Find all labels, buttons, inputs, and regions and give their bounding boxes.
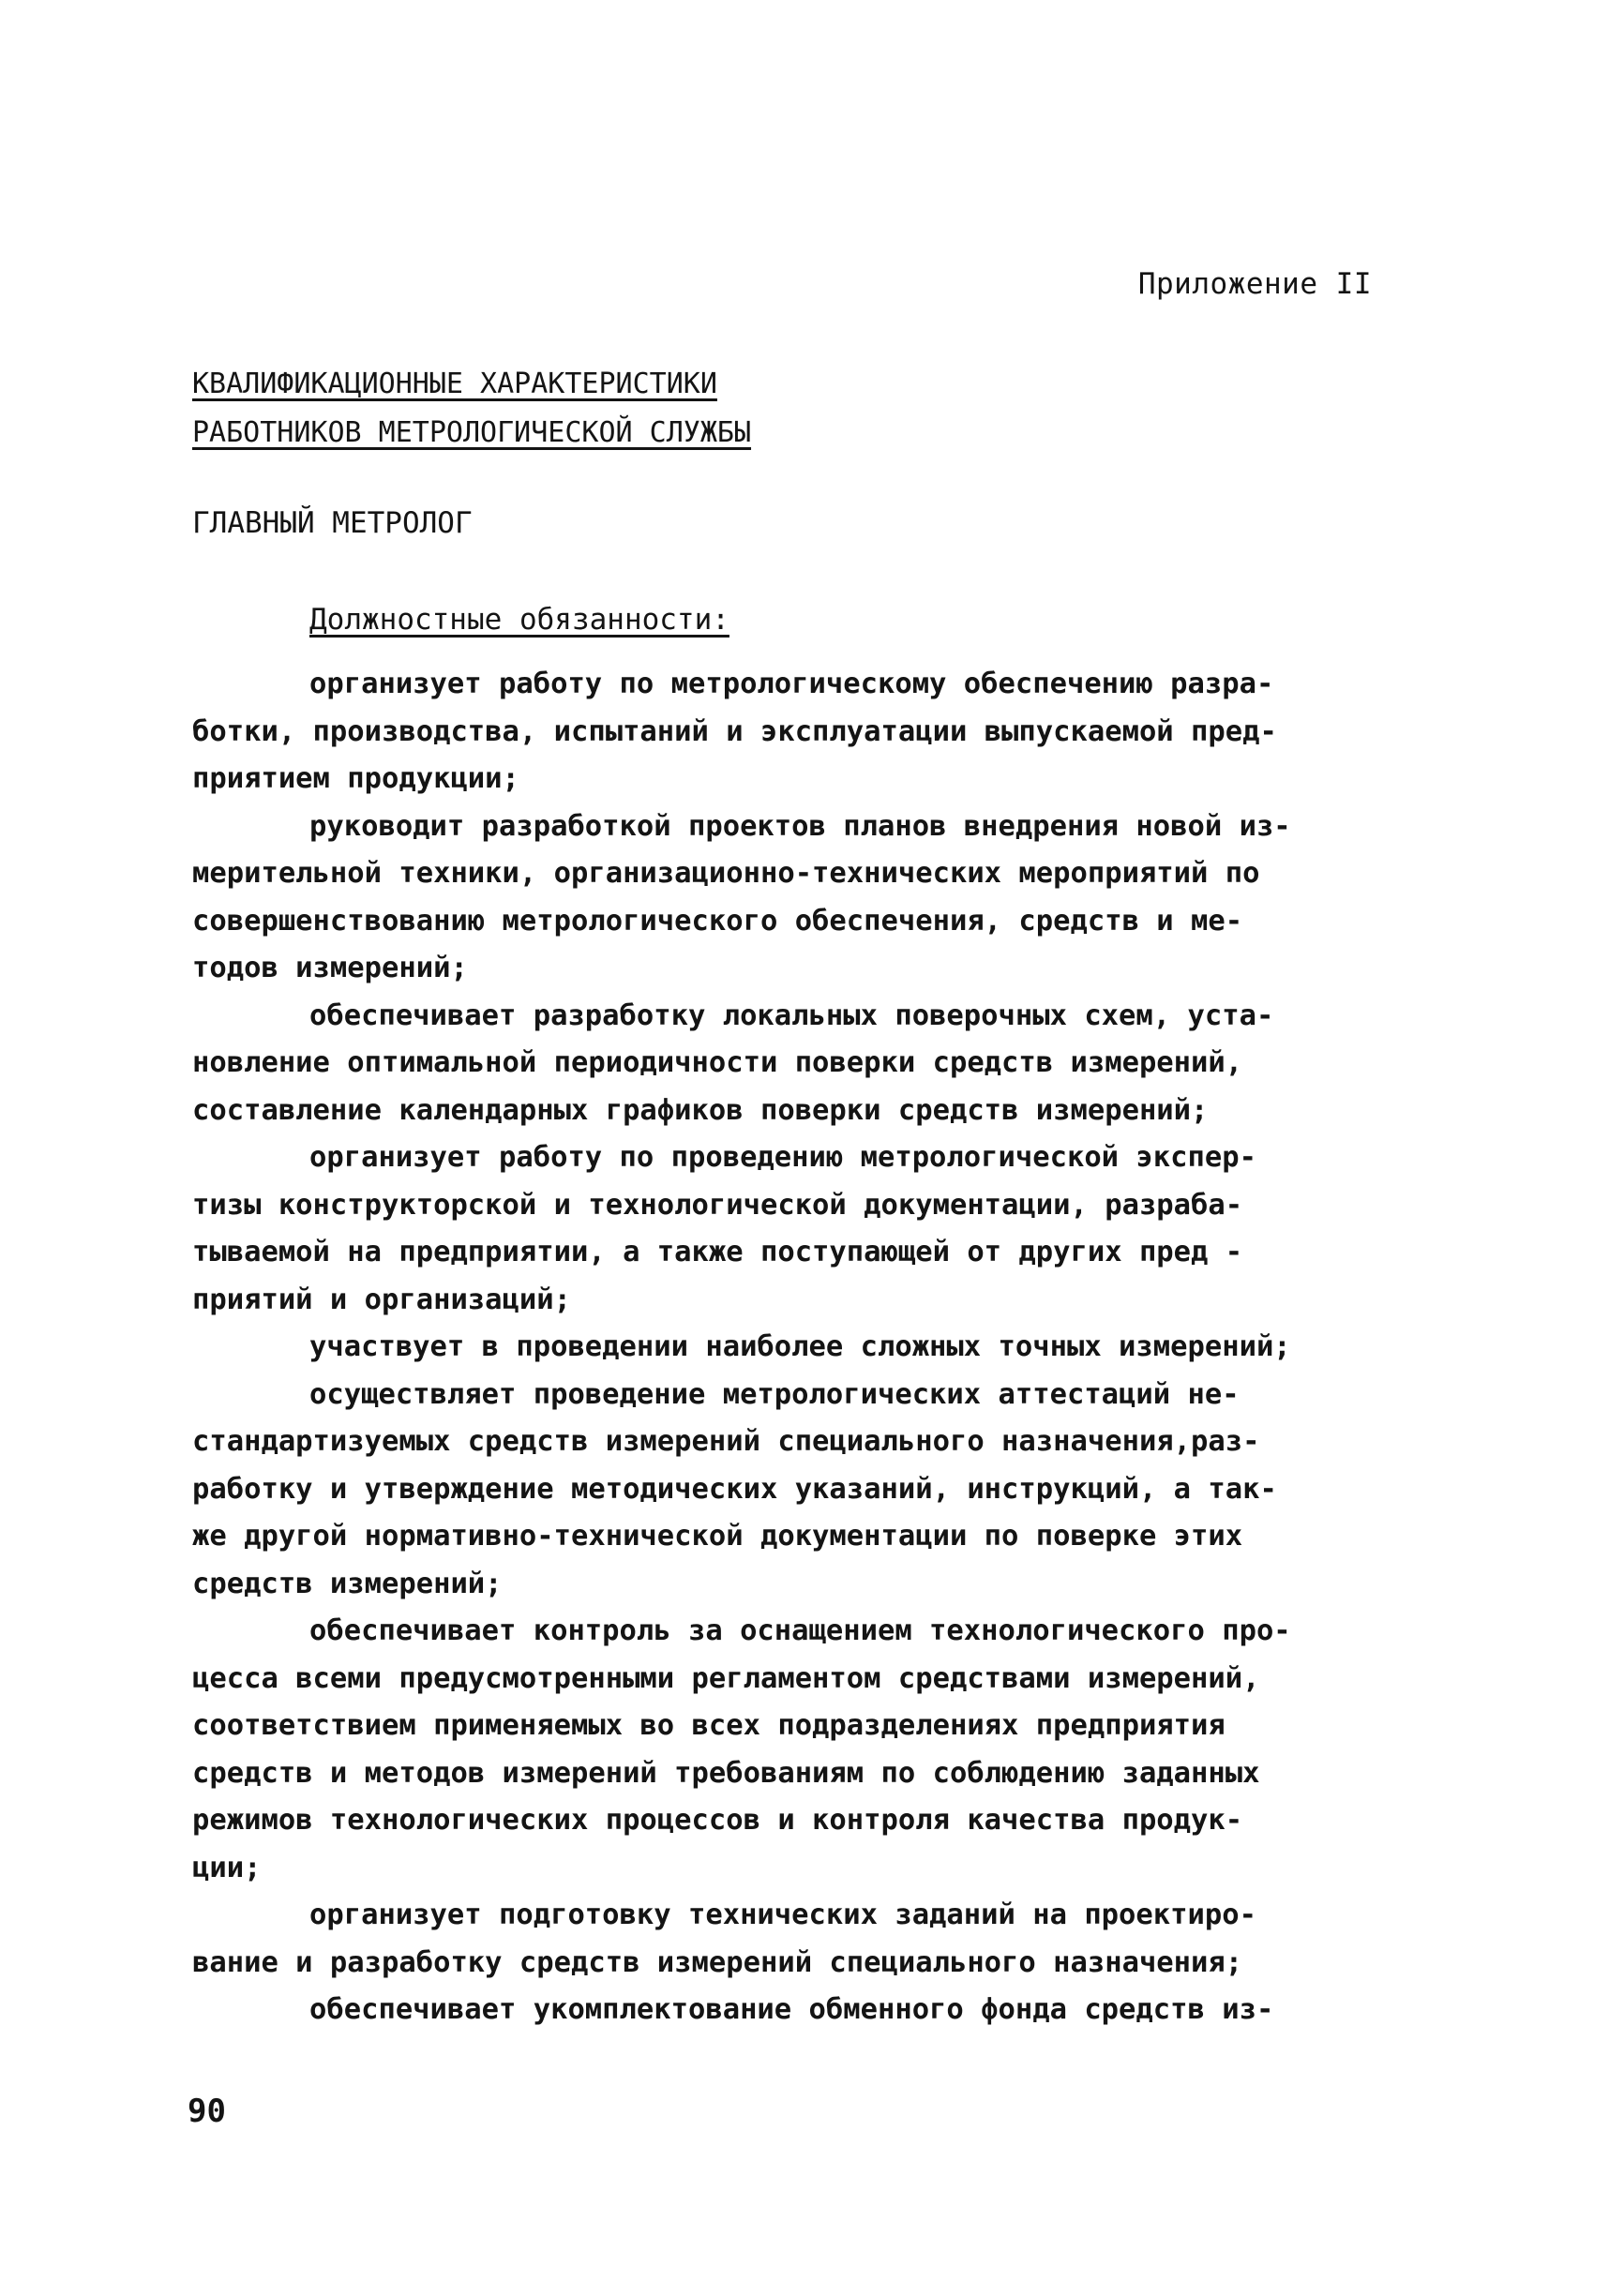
text-line: обеспечивает контроль за оснащением технологического про- [309, 1614, 1291, 1647]
text-line: же другой нормативно-технической документации по поверке этих [192, 1520, 1243, 1553]
page-number: 90 [188, 2093, 226, 2130]
appendix-label: Приложение II [1137, 267, 1372, 301]
text-line: ции; [192, 1851, 262, 1884]
text-line: организует подготовку технических заданий на проектиро- [309, 1898, 1256, 1931]
text-line: тываемой на предприятии, а также поступающей от других пред - [192, 1236, 1243, 1268]
text-line: цесса всеми предусмотренными регламентом средствами измерений, [192, 1661, 1260, 1695]
text-line: организует работу по метрологическому обеспечению разра- [309, 668, 1274, 700]
text-line: руководит разработкой проектов планов внедрения новой из- [309, 809, 1291, 843]
text-line: вание и разработку средств измерений специального назначения; [192, 1945, 1243, 1979]
text-line: составление календарных графиков поверки средств измерений; [192, 1093, 1209, 1127]
document-title [192, 360, 751, 458]
text-line: организует работу по проведению метрологической экспер- [309, 1141, 1256, 1174]
text-line: режимов технологических процессов и контроля качества продук- [192, 1804, 1243, 1837]
text-line: тодов измерений; [192, 952, 468, 984]
title-line-2: РАБОТНИКОВ МЕТРОЛОГИЧЕСКОЙ СЛУЖБЫ [192, 416, 752, 449]
body-text [192, 661, 1392, 2034]
text-line: средств и методов измерений требованиям по соблюдению заданных [192, 1756, 1260, 1790]
text-line: тизы конструкторской и технологической документации, разраба- [192, 1188, 1243, 1222]
text-line: ботки, производства, испытаний и эксплуатации выпускаемой пред- [192, 714, 1277, 748]
section-heading: Должностные обязанности: [309, 603, 729, 637]
text-line: средств измерений; [192, 1567, 503, 1600]
text-line: соответствием применяемых во всех подразделениях предприятия [192, 1709, 1226, 1742]
text-line: мерительной техники, организационно-технических мероприятий по [192, 857, 1260, 890]
text-line: приятий и организаций; [192, 1283, 571, 1316]
text-line: новление оптимальной периодичности поверки средств измерений, [192, 1046, 1243, 1079]
text-line: работку и утверждение методических указаний, инструкций, а так- [192, 1472, 1277, 1506]
text-line: участвует в проведении наиболее сложных точных измерений; [309, 1330, 1291, 1363]
title-line-1: КВАЛИФИКАЦИОННЫЕ ХАРАКТЕРИСТИКИ [192, 368, 717, 400]
text-line: осуществляет проведение метрологических аттестаций не- [309, 1377, 1240, 1411]
position-title: ГЛАВНЫЙ МЕТРОЛОГ [192, 506, 473, 540]
text-line: совершенствованию метрологического обеспечения, средств и ме- [192, 904, 1243, 938]
text-line: стандартизуемых средств измерений специального назначения,раз- [192, 1425, 1260, 1458]
text-line: приятием продукции; [192, 762, 519, 795]
text-line: обеспечивает разработку локальных поверочных схем, уста- [309, 998, 1274, 1032]
text-line: обеспечивает укомплектование обменного фонда средств из- [309, 1993, 1274, 2026]
